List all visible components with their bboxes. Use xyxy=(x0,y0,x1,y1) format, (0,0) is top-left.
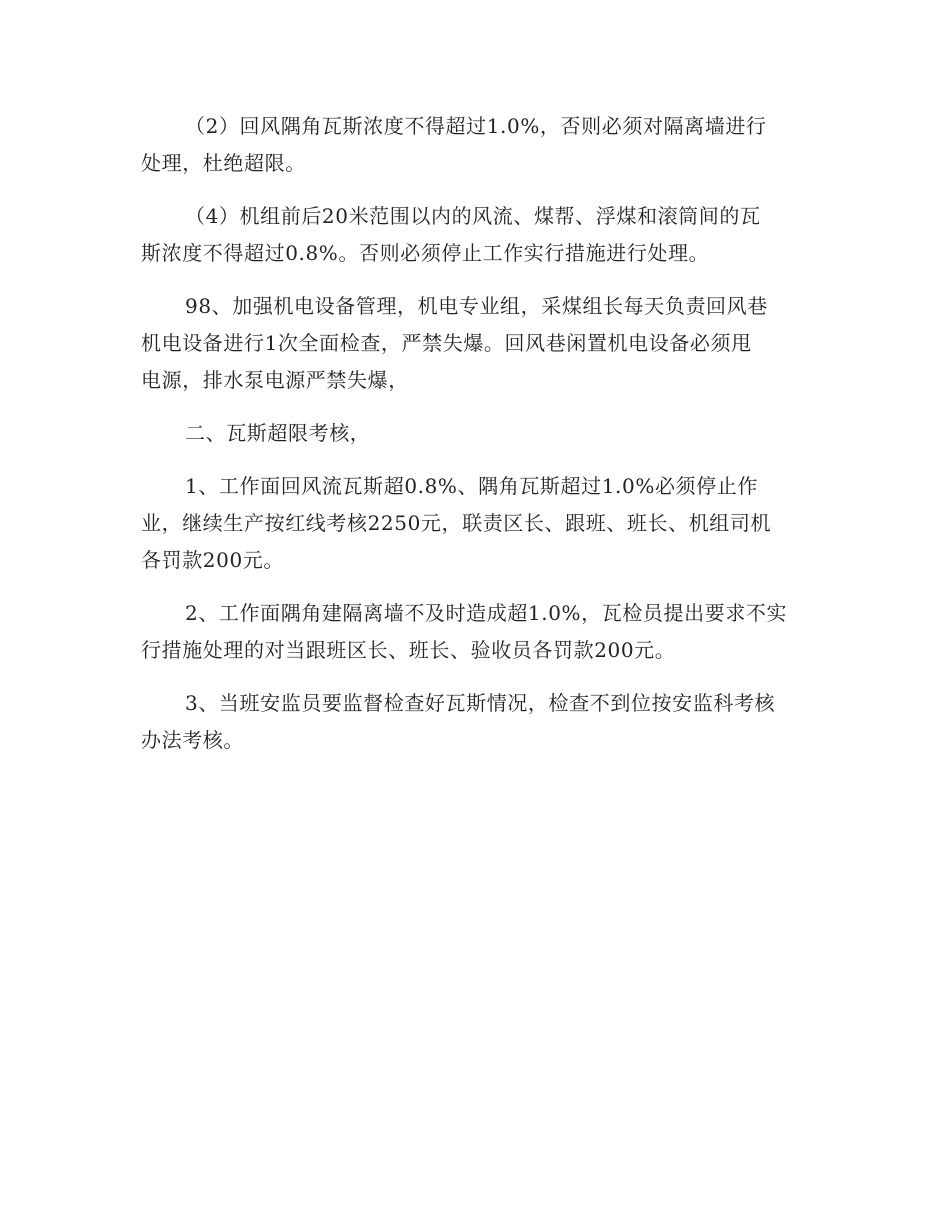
paragraph-line: 斯浓度不得超过0.8%。否则必须停止工作实行措施进行处理。 xyxy=(141,241,710,265)
paragraph-line: 办法考核。 xyxy=(141,728,244,752)
paragraph-assessment-item-3 xyxy=(141,685,811,759)
paragraph-line: （4）机组前后20米范围以内的风流、煤帮、浮煤和滚筒间的瓦 xyxy=(185,204,761,228)
paragraph-equipment-management xyxy=(141,288,811,399)
paragraph-line: 业，继续生产按红线考核2250元，联责区长、跟班、班长、机组司机 xyxy=(141,511,772,535)
paragraph-line: 98、加强机电设备管理，机电专业组，采煤组长每天负责回风巷 xyxy=(185,294,768,318)
paragraph-line: 2、工作面隅角建隔离墙不及时造成超1.0%，瓦检员提出要求不实 xyxy=(185,601,788,625)
paragraph-line: （2）回风隅角瓦斯浓度不得超过1.0%，否则必须对隔离墙进行 xyxy=(185,114,767,138)
paragraph-line: 各罚款200元。 xyxy=(141,548,284,572)
paragraph-line: 3、当班安监员要监督检查好瓦斯情况，检查不到位按安监科考核 xyxy=(185,691,776,715)
document-body xyxy=(141,108,811,775)
section-heading: 二、瓦斯超限考核， xyxy=(185,421,371,445)
paragraph-assessment-item-2 xyxy=(141,595,811,669)
paragraph-line: 电源，排水泵电源严禁失爆， xyxy=(141,368,409,392)
paragraph-shearer-gas-limit xyxy=(141,198,811,272)
paragraph-line: 机电设备进行1次全面检查，严禁失爆。回风巷闲置机电设备必须甩 xyxy=(141,331,752,355)
section-heading-gas-assessment xyxy=(141,415,811,452)
paragraph-corner-gas-limit xyxy=(141,108,811,182)
paragraph-assessment-item-1 xyxy=(141,468,811,579)
paragraph-line: 1、工作面回风流瓦斯超0.8%、隅角瓦斯超过1.0%必须停止作 xyxy=(185,474,758,498)
paragraph-line: 行措施处理的对当跟班区长、班长、验收员各罚款200元。 xyxy=(141,638,676,662)
paragraph-line: 处理，杜绝超限。 xyxy=(141,151,306,175)
